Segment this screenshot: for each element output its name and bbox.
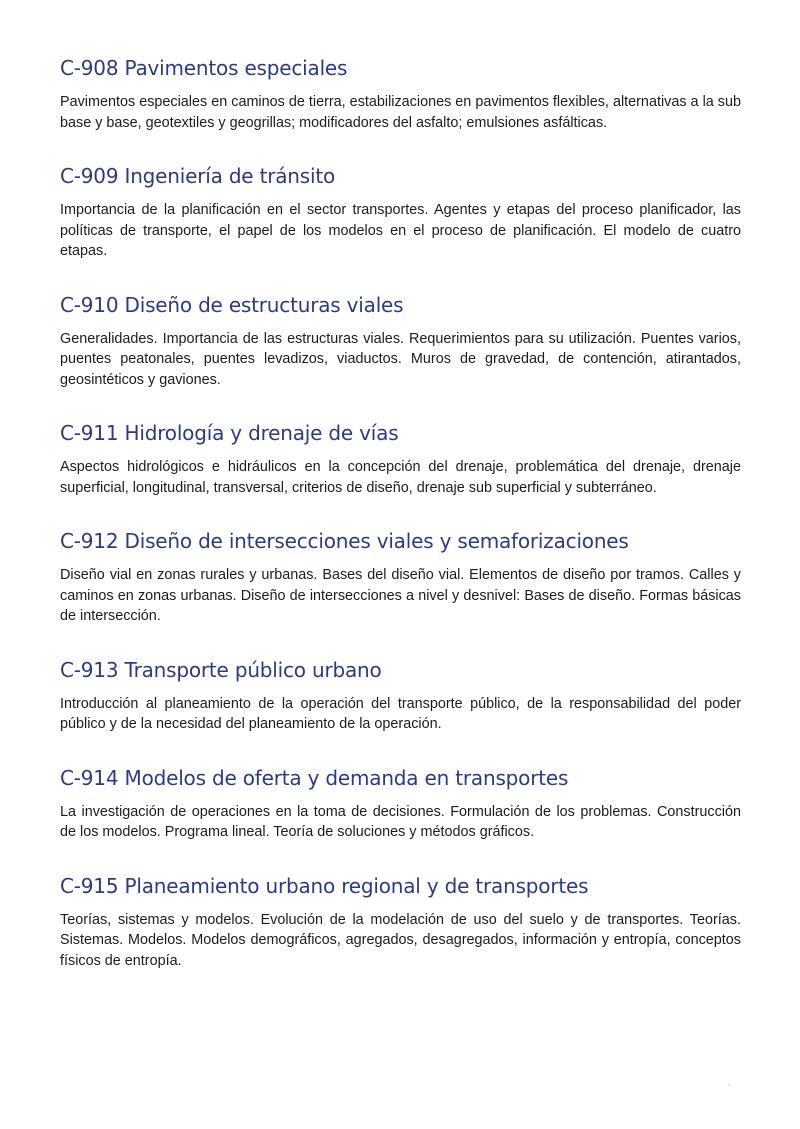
course-description: Generalidades. Importancia de las estructuras viales. Requerimientos para su utilización. Puentes varios, puentes peatonales, puentes levadizos, viaductos. Muros de gravedad, de contención, atirantados, geosintéticos y gaviones. (60, 330, 741, 388)
course-title: C-909 Ingeniería de tránsito (60, 164, 336, 188)
course-title: C-910 Diseño de estructuras viales (60, 292, 404, 317)
course-description: Teorías, sistemas y modelos. Evolución de la modelación de uso del suelo y de transportes. Teorías. Sistemas. Modelos. Modelos demográficos, agregados, desagregados, información y entropía, conceptos físicos de entropía. (60, 911, 741, 969)
course-title: C-908 Pavimentos especiales (60, 56, 348, 80)
course-description: La investigación de operaciones en la toma de decisiones. Formulación de los problemas. Construcción de los modelos. Programa lineal. Teoría de soluciones y métodos gráficos. (60, 803, 741, 840)
course-description: Diseño vial en zonas rurales y urbanas. Bases del diseño vial. Elementos de diseño por tramos. Calles y caminos en zonas urbanas. Diseño de intersecciones a nivel y desnivel: Bases de diseño. Formas básicas de intersección. (60, 567, 741, 624)
course-title: C-914 Modelos de oferta y demanda en transportes (60, 765, 569, 790)
course-c909 (60, 162, 741, 262)
course-title: C-911 Hidrología y drenaje de vías (60, 421, 399, 445)
course-list (60, 54, 741, 1000)
course-c908 (60, 54, 741, 133)
course-title: C-915 Planeamiento urbano regional y de transportes (60, 873, 589, 898)
course-c914 (60, 764, 741, 843)
course-title: C-912 Diseño de intersecciones viales y semaforizaciones (60, 529, 629, 553)
course-c911 (60, 419, 741, 498)
course-description: Aspectos hidrológicos e hidráulicos en la concepción del drenaje, problemática del drenaje, drenaje superficial, longitudinal, transversal, criterios de diseño, drenaje sub superficial y subterráneo. (60, 459, 741, 496)
course-c912 (60, 527, 741, 627)
course-title: C-913 Transporte público urbano (60, 657, 382, 682)
course-description: Pavimentos especiales en caminos de tierra, estabilizaciones en pavimentos flexibles, alternativas a la sub base y base, geotextiles y geogrillas; modificadores del asfalto; emulsiones asfálticas. (60, 94, 741, 131)
course-description: Introducción al planeamiento de la operación del transporte público, de la responsabilidad del poder público y de la necesidad del planeamiento de la operación. (60, 695, 741, 732)
course-c915 (60, 872, 741, 972)
course-c913 (60, 656, 741, 735)
page-mark: - (728, 1080, 731, 1089)
course-description: Importancia de la planificación en el sector transportes. Agentes y etapas del proceso planificador, las políticas de transporte, el papel de los modelos en el proceso de planificación. El modelo de cuatro etapas. (60, 202, 741, 259)
course-c910 (60, 291, 741, 391)
